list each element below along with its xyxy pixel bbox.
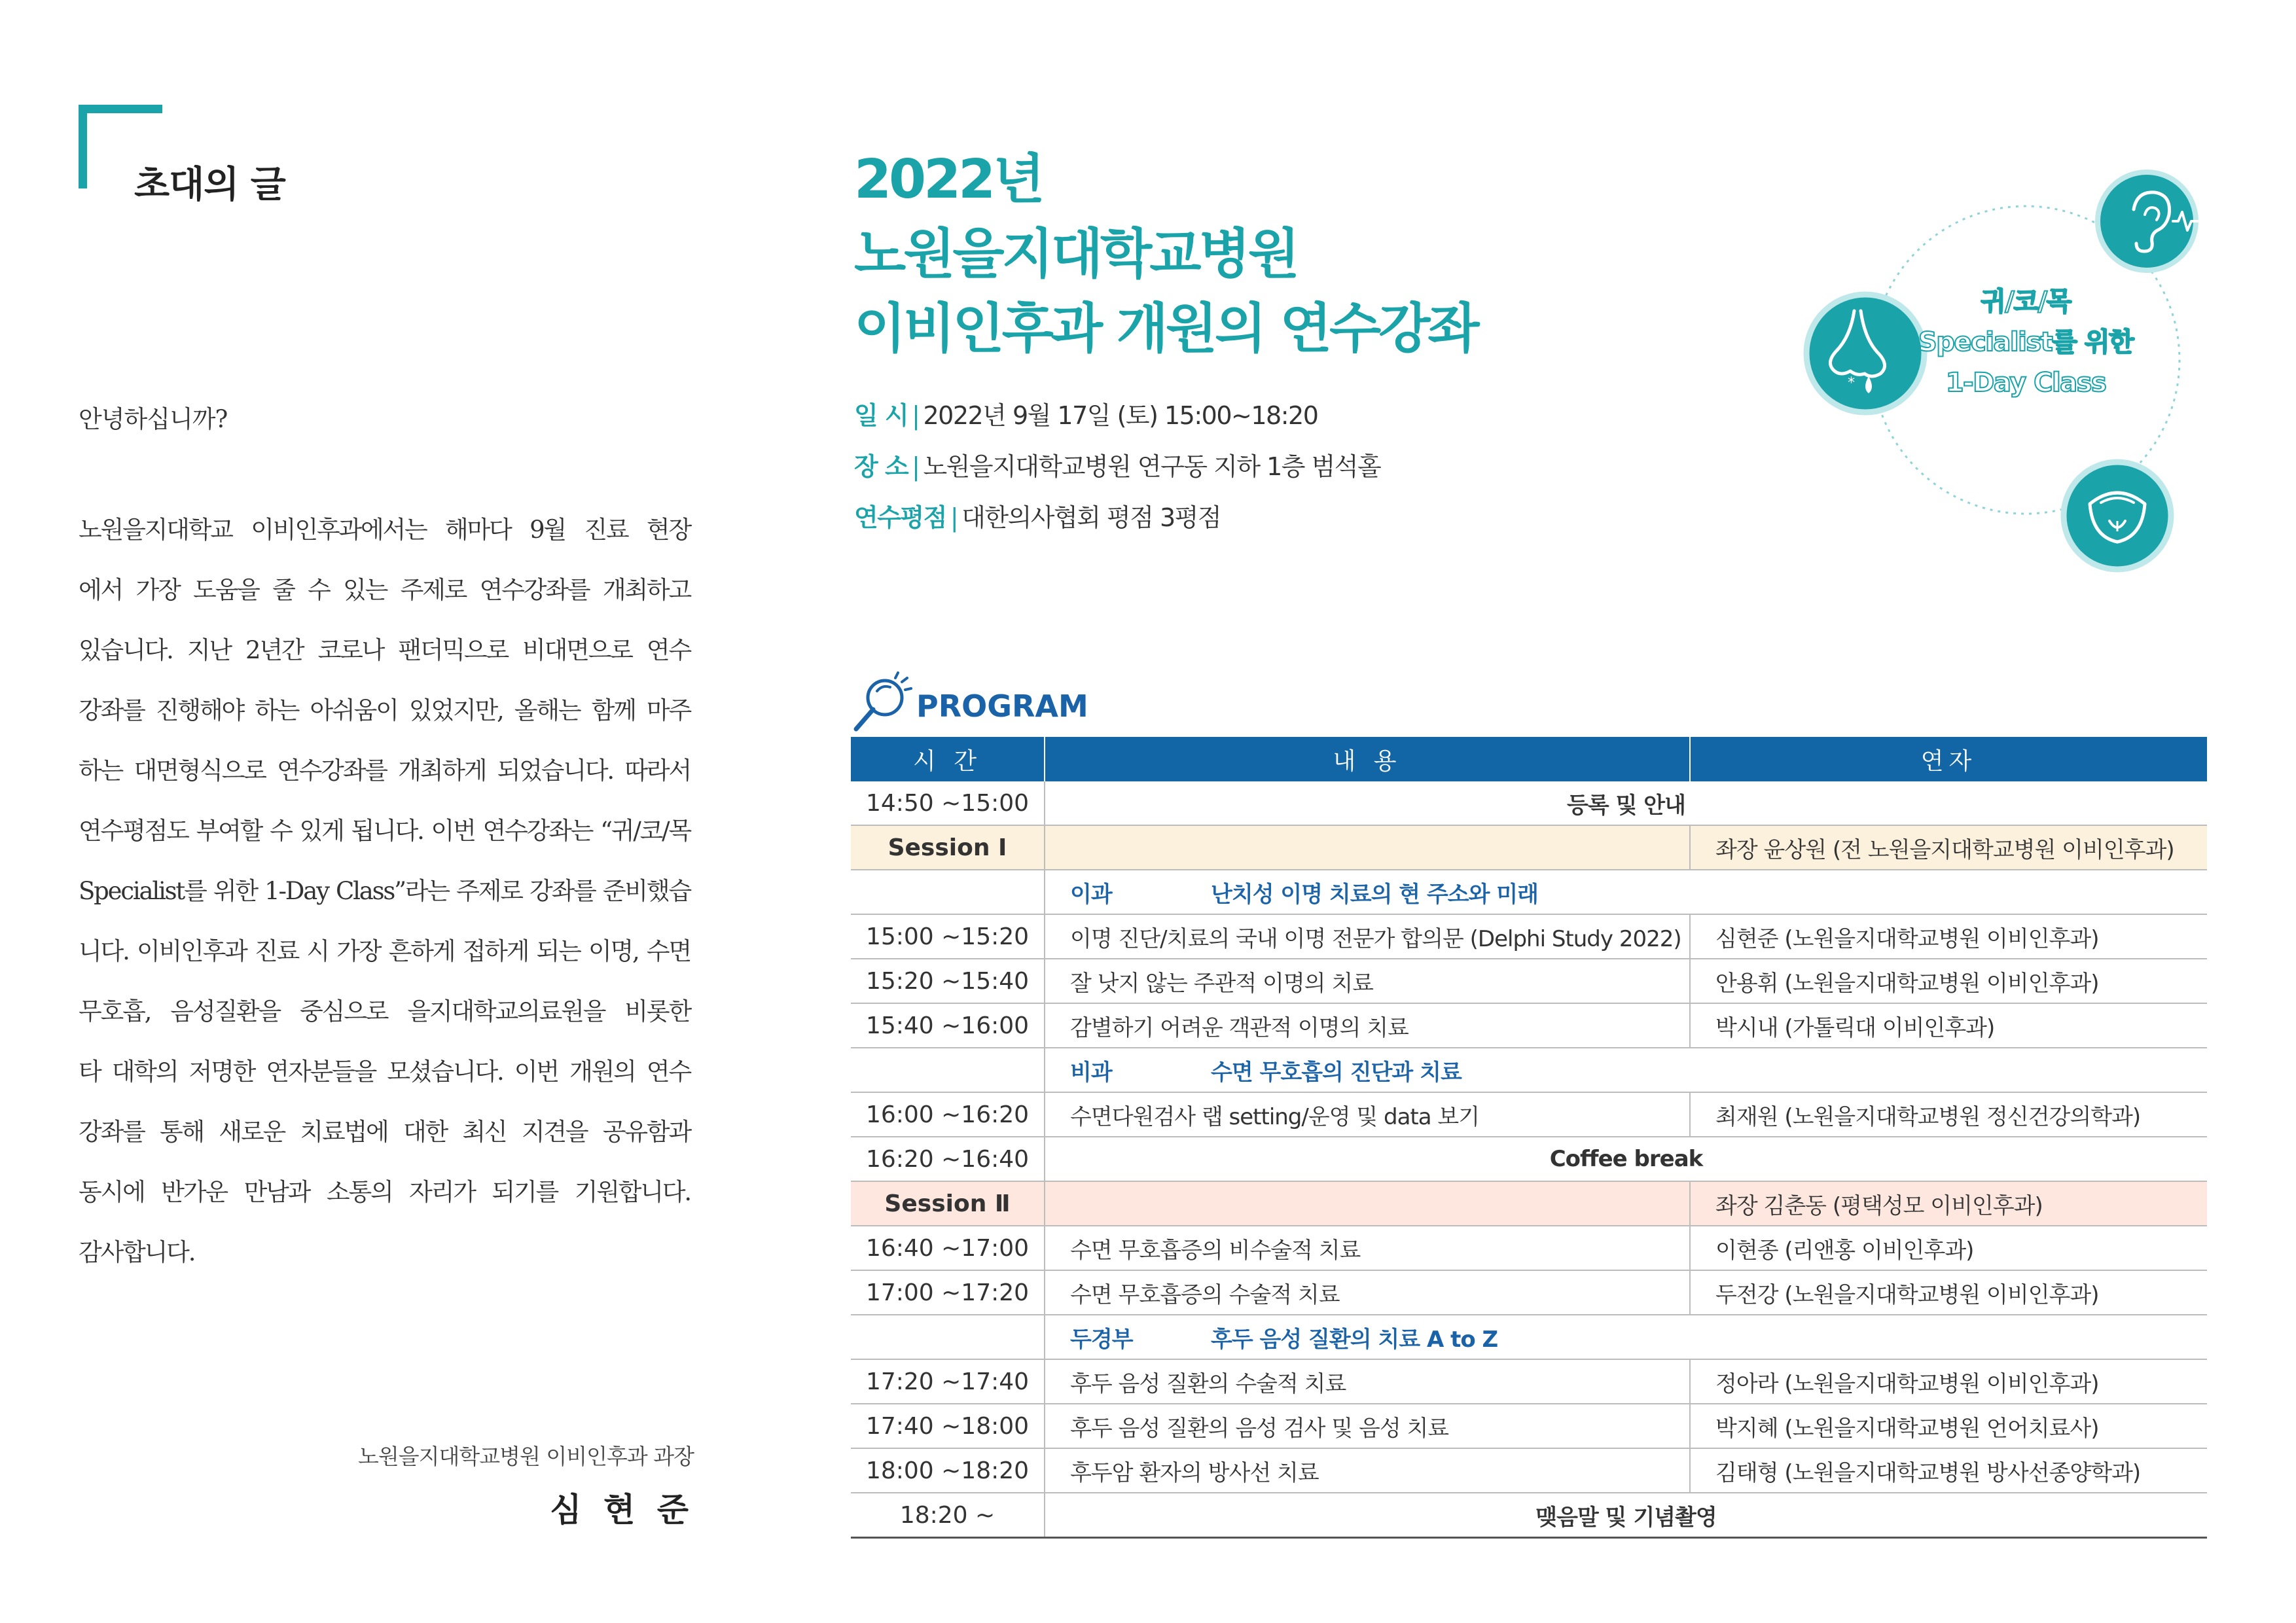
row-speaker: 좌장 윤상원 (전 노원을지대학교병원 이비인후과) — [1690, 825, 2207, 870]
ent-badge — [1770, 157, 2229, 589]
info-place-label: 장 소 — [854, 452, 908, 481]
event-title — [854, 143, 1477, 366]
program-row — [851, 1048, 2207, 1092]
letter-line: 노원을지대학교 이비인후과에서는 해마다 9월 진료 현장 — [79, 516, 691, 544]
row-speaker: 두전강 (노원을지대학교병원 이비인후과) — [1690, 1270, 2207, 1315]
invitation-column — [79, 0, 694, 1623]
row-content: 맺음말 및 기념촬영 — [1045, 1493, 2207, 1538]
row-time: 17:20 ~17:40 — [851, 1359, 1045, 1404]
row-time: 18:00 ~18:20 — [851, 1448, 1045, 1493]
program-heading — [851, 668, 1244, 733]
row-time: 15:00 ~15:20 — [851, 914, 1045, 959]
program-row — [851, 1315, 2207, 1359]
program-row — [851, 1092, 2207, 1137]
info-credit-label: 연수평점 — [854, 503, 946, 532]
header-time: 시 간 — [851, 737, 1045, 781]
letter-line: 에서 가장 도움을 줄 수 있는 주제로 연수강좌를 개최하고 — [79, 576, 691, 604]
program-row — [851, 1493, 2207, 1538]
info-credit-value: 대한의사협회 평점 3평점 — [961, 503, 1221, 532]
info-place — [854, 447, 1380, 498]
program-row — [851, 1359, 2207, 1404]
program-row — [851, 959, 2207, 1003]
program-row — [851, 1404, 2207, 1448]
letter-line: 하는 대면형식으로 연수강좌를 개최하게 되었습니다. 따라서 — [79, 757, 691, 785]
row-speaker: 박시내 (가톨릭대 이비인후과) — [1690, 1003, 2207, 1048]
row-speaker: 정아라 (노원을지대학교병원 이비인후과) — [1690, 1359, 2207, 1404]
letter-line: 니다. 이비인후과 진료 시 가장 흔하게 접하게 되는 이명, 수면 — [79, 937, 691, 965]
row-time: 17:00 ~17:20 — [851, 1270, 1045, 1315]
row-content: 수면 무호흡증의 비수술적 치료 — [1045, 1226, 1690, 1270]
row-content: 이명 진단/치료의 국내 이명 전문가 합의문 (Delphi Study 2022) — [1045, 914, 1690, 959]
badge-line-ent: 귀/코/목 — [1981, 287, 2071, 317]
letter-body — [79, 509, 691, 1292]
row-content: 후두 음성 질환의 수술적 치료 — [1045, 1359, 1690, 1404]
program-row — [851, 1137, 2207, 1181]
event-info — [854, 396, 1380, 549]
subsection-department: 이과 — [1070, 881, 1112, 908]
row-time: 18:20 ~ — [851, 1493, 1045, 1538]
row-subsection — [1045, 870, 2207, 914]
info-place-value: 노원을지대학교병원 연구동 지하 1층 범석홀 — [923, 452, 1381, 481]
greeting: 안녕하십니까? — [79, 405, 228, 433]
subsection-topic: 난치성 이명 치료의 현 주소와 미래 — [1211, 881, 1538, 908]
program-row — [851, 1448, 2207, 1493]
event-title-hospital: 노원을지대학교병원 — [854, 223, 1297, 285]
row-speaker: 박지혜 (노원을지대학교병원 언어치료사) — [1690, 1404, 2207, 1448]
header-speaker: 연자 — [1690, 737, 2207, 781]
row-speaker: 이현종 (리앤홍 이비인후과) — [1690, 1226, 2207, 1270]
signature-name: 심 현 준 — [550, 1490, 694, 1529]
row-speaker: 안용휘 (노원을지대학교병원 이비인후과) — [1690, 959, 2207, 1003]
row-time: 15:20 ~15:40 — [851, 959, 1045, 1003]
badge-line-specialist: Specialist를 위한 — [1918, 327, 2134, 357]
letter-line: 감사합니다. — [79, 1238, 195, 1266]
subsection-department: 두경부 — [1070, 1326, 1133, 1353]
signature — [82, 1440, 694, 1531]
badge-line-class: 1-Day Class — [1945, 368, 2106, 398]
letter-line: Specialist를 위한 1-Day Class”라는 주제로 강좌를 준비했습 — [79, 877, 691, 905]
subsection-topic: 수면 무호흡의 진단과 치료 — [1211, 1059, 1462, 1086]
event-title-course: 이비인후과 개원의 연수강좌 — [854, 298, 1477, 360]
row-speaker: 심현준 (노원을지대학교병원 이비인후과) — [1690, 914, 2207, 959]
program-row — [851, 825, 2207, 870]
row-time: 17:40 ~18:00 — [851, 1404, 1045, 1448]
row-content: 후두암 환자의 방사선 치료 — [1045, 1448, 1690, 1493]
header-content: 내 용 — [1045, 737, 1690, 781]
info-date — [854, 396, 1380, 447]
program-row — [851, 1270, 2207, 1315]
letter-line: 동시에 반가운 만남과 소통의 자리가 되기를 기원합니다. — [79, 1178, 691, 1206]
info-date-value: 2022년 9월 17일 (토) 15:00~18:20 — [923, 401, 1318, 430]
section-title: 초대의 글 — [134, 164, 285, 206]
info-separator: | — [950, 503, 958, 532]
letter-line: 있습니다. 지난 2년간 코로나 팬더믹으로 비대면으로 연수 — [79, 636, 691, 664]
row-time: 14:50 ~15:00 — [851, 781, 1045, 825]
letter-line: 타 대학의 저명한 연자분들을 모셨습니다. 이번 개원의 연수 — [79, 1058, 691, 1086]
row-time: 16:20 ~16:40 — [851, 1137, 1045, 1181]
program-row — [851, 870, 2207, 914]
ear-icon — [2098, 172, 2198, 270]
info-separator: | — [912, 452, 920, 481]
program-title: PROGRAM — [916, 688, 1088, 724]
signature-affiliation: 노원을지대학교병원 이비인후과 과장 — [357, 1444, 694, 1469]
row-content: 수면 무호흡증의 수술적 치료 — [1045, 1270, 1690, 1315]
row-speaker: 김태형 (노원을지대학교병원 방사선종양학과) — [1690, 1448, 2207, 1493]
letter-line: 강좌를 진행해야 하는 아쉬움이 있었지만, 올해는 함께 마주 — [79, 696, 691, 724]
row-content: 등록 및 안내 — [1045, 781, 2207, 825]
nose-icon — [1806, 294, 1924, 412]
row-time: 15:40 ~16:00 — [851, 1003, 1045, 1048]
program-row — [851, 914, 2207, 959]
magnifier-icon — [851, 668, 916, 733]
program-row — [851, 1003, 2207, 1048]
row-content: Coffee break — [1045, 1137, 2207, 1181]
subsection-topic: 후두 음성 질환의 치료 A to Z — [1211, 1326, 1498, 1353]
row-time: 16:40 ~17:00 — [851, 1226, 1045, 1270]
program-row — [851, 1226, 2207, 1270]
letter-line: 강좌를 통해 새로운 치료법에 대한 최신 지견을 공유함과 — [79, 1118, 691, 1146]
info-date-label: 일 시 — [854, 401, 908, 430]
event-title-year: 2022년 — [854, 149, 1043, 211]
row-speaker: 최재원 (노원을지대학교병원 정신건강의학과) — [1690, 1092, 2207, 1137]
program-header-row — [851, 737, 2207, 781]
row-time — [851, 1315, 1045, 1359]
letter-line: 연수평점도 부여할 수 있게 됩니다. 이번 연수강좌는 “귀/코/목 — [79, 817, 691, 845]
row-content: 수면다원검사 랩 setting/운영 및 data 보기 — [1045, 1092, 1690, 1137]
row-time: Session Ⅰ — [851, 825, 1045, 870]
row-content: 감별하기 어려운 객관적 이명의 치료 — [1045, 1003, 1690, 1048]
svg-text:*: * — [1848, 375, 1855, 391]
badge-text — [1918, 281, 2134, 403]
row-time — [851, 1048, 1045, 1092]
row-time — [851, 870, 1045, 914]
subsection-department: 비과 — [1070, 1059, 1112, 1086]
row-content — [1045, 1181, 1690, 1226]
program-row — [851, 781, 2207, 825]
program-row — [851, 1181, 2207, 1226]
row-subsection — [1045, 1315, 2207, 1359]
program-table — [851, 737, 2207, 1539]
row-content — [1045, 825, 1690, 870]
row-content: 후두 음성 질환의 음성 검사 및 음성 치료 — [1045, 1404, 1690, 1448]
row-subsection — [1045, 1048, 2207, 1092]
row-time: 16:00 ~16:20 — [851, 1092, 1045, 1137]
row-speaker: 좌장 김춘동 (평택성모 이비인후과) — [1690, 1181, 2207, 1226]
row-time: Session Ⅱ — [851, 1181, 1045, 1226]
mouth-icon — [2064, 462, 2171, 569]
row-content: 잘 낫지 않는 주관적 이명의 치료 — [1045, 959, 1690, 1003]
info-separator: | — [912, 401, 920, 430]
info-credit — [854, 498, 1380, 549]
letter-line: 무호흡, 음성질환을 중심으로 을지대학교의료원을 비롯한 — [79, 997, 691, 1026]
